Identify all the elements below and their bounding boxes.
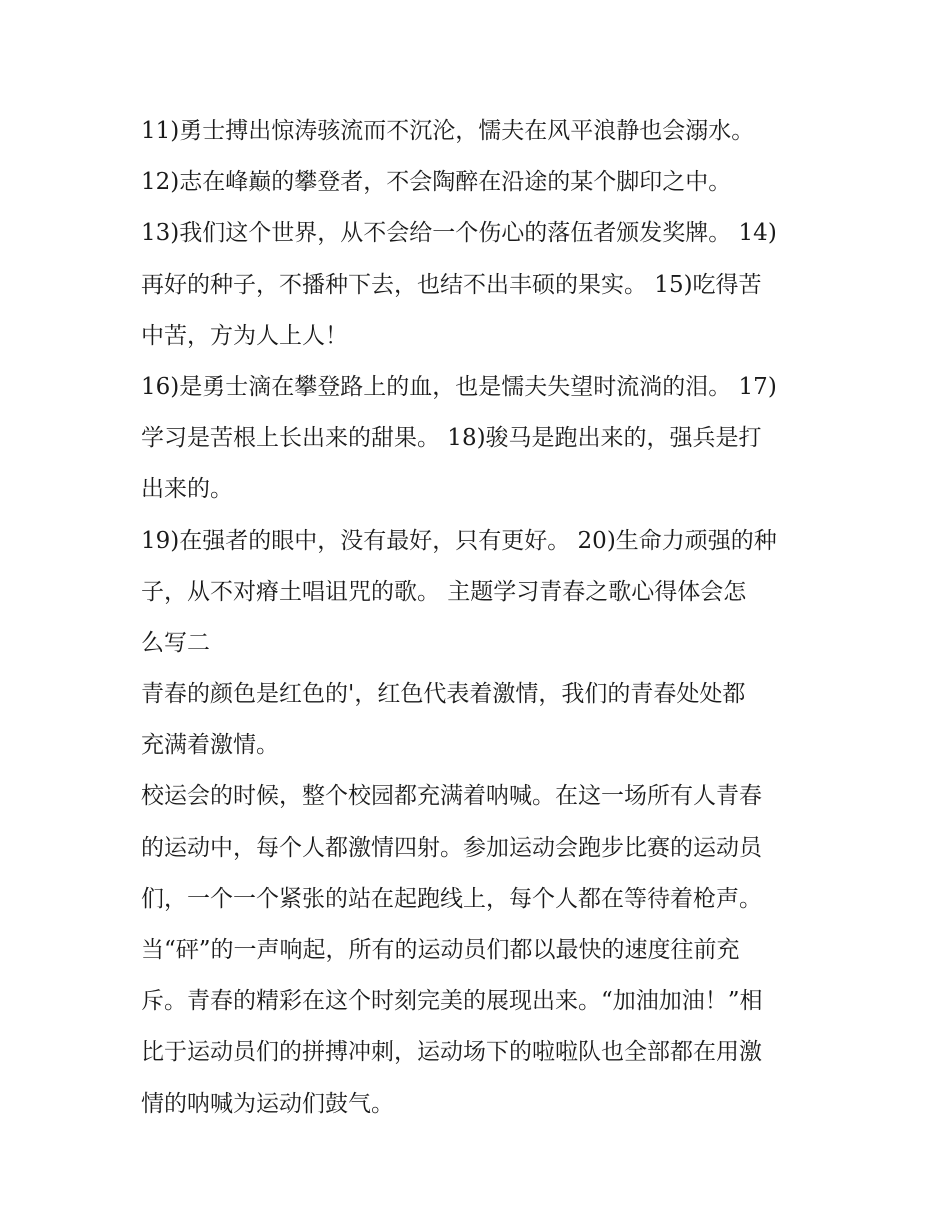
text-line: 当“砰”的一声响起，所有的运动员们都以最快的速度往前充 xyxy=(141,937,740,963)
paragraph-quote-12 xyxy=(141,157,821,208)
text-line: 出来的。 xyxy=(141,476,233,503)
text-line: 的运动中，每个人都激情四射。参加运动会跑步比赛的运动员 xyxy=(141,834,762,861)
text-line: 斥。青春的精彩在这个时刻完美的展现出来。“加油加油！”相 xyxy=(141,988,763,1015)
text-line: 16)是勇士滴在攀登路上的血，也是懦夫失望时流淌的泪。 17) xyxy=(141,373,777,400)
text-line: 么写二 xyxy=(141,629,210,656)
text-line: 青春的颜色是红色的'，红色代表着激情，我们的青春处处都 xyxy=(141,681,746,708)
text-line: 们，一个一个紧张的站在起跑线上，每个人都在等待着枪声。 xyxy=(141,885,762,912)
text-line: 学习是苦根上长出来的甜果。 18)骏马是跑出来的，强兵是打 xyxy=(141,425,762,452)
text-line: 充满着激情。 xyxy=(141,732,279,759)
paragraph-quote-11 xyxy=(141,106,821,157)
paragraph-sports-meet xyxy=(141,771,821,1129)
text-line: 比于运动员们的拼搏冲刺，运动场下的啦啦队也全部都在用激 xyxy=(141,1039,762,1066)
paragraph-quotes-16-18 xyxy=(141,362,821,516)
text-line: 再好的种子，不播种下去，也结不出丰硕的果实。 15)吃得苦 xyxy=(141,271,762,298)
paragraph-quotes-19-20-and-heading xyxy=(141,516,821,670)
text-line: 情的呐喊为运动们鼓气。 xyxy=(141,1090,394,1117)
text-line: 13)我们这个世界，从不会给一个伤心的落伍者颁发奖牌。 14) xyxy=(141,220,777,247)
text-line: 校运会的时候，整个校园都充满着呐喊。在这一场所有人青春 xyxy=(141,783,762,810)
text-line: 中苦，方为人上人！ xyxy=(141,322,348,349)
document-body xyxy=(141,106,821,1130)
text-line: 11)勇士搏出惊涛骇流而不沉沦，懦夫在风平浪静也会溺水。 xyxy=(141,118,755,144)
paragraph-quotes-13-15 xyxy=(141,208,821,362)
text-line: 12)志在峰巅的攀登者，不会陶醉在沿途的某个脚印之中。 xyxy=(141,169,732,196)
text-line: 子，从不对瘠土唱诅咒的歌。 主题学习青春之歌心得体会怎 xyxy=(141,578,747,605)
text-line: 19)在强者的眼中，没有最好，只有更好。 20)生命力顽强的种 xyxy=(141,527,777,554)
paragraph-youth-color xyxy=(141,669,821,771)
